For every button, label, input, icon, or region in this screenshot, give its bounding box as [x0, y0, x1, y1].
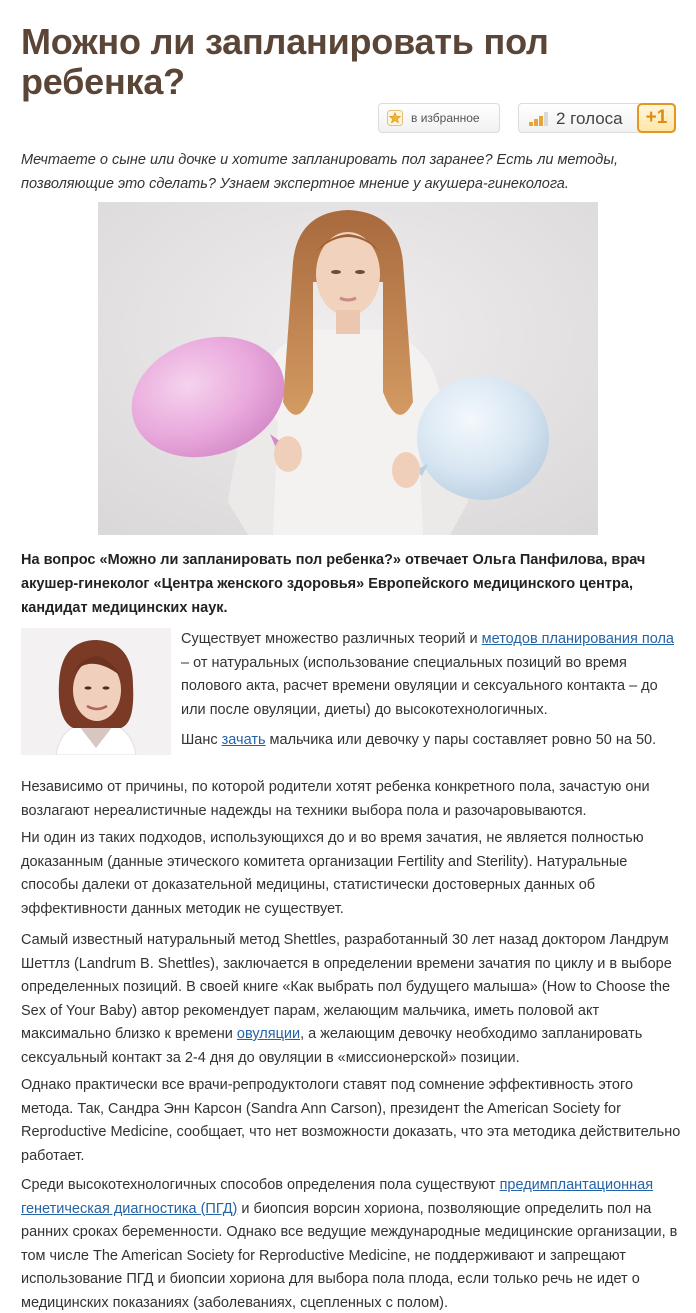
link-planning-methods[interactable]: методов планирования пола: [481, 631, 674, 647]
text-segment: Существует множество различных теорий и: [181, 631, 482, 647]
page-title: Можно ли запланировать пол ребенка?: [21, 21, 549, 102]
paragraph-methods: [181, 628, 681, 722]
expert-intro: На вопрос «Можно ли запланировать пол ребенка?» отвечает Ольга Панфилова, врач акушер-гинеколог «Центра женского здоровья» Европейского медицинского центра, кандидат медицинских наук.: [21, 552, 646, 616]
link-conceive[interactable]: зачать: [221, 732, 266, 748]
favorites-label: в избранное: [411, 111, 480, 125]
star-icon: [387, 110, 403, 126]
paragraph-chance: [181, 729, 681, 753]
text-segment: Среди высокотехнологичных способов определения пола существуют: [21, 1177, 500, 1193]
paragraph-chance-continued: Независимо от причины, по которой родители хотят ребенка конкретного пола, зачастую они возлагают нереалистичные надежды на техники выбора пола и разочаровываются.: [21, 779, 650, 819]
paragraph-approaches: Ни один из таких подходов, использующихся до и во время зачатия, не является полностью доказанным (данные этического комитета организации Fertility and Sterility). Натуральные способы далеки от доказательной медицины, статистически достоверных данных об эффективности данных методик не существует.: [21, 830, 644, 917]
rating-bars-icon: [529, 112, 549, 126]
text-segment: и биопсия ворсин хориона, позволяющие определить пол на ранних сроках беременности. Однако все ведущие международные медицинские организации, в том числе The American Society for Reproductive Medicine, не поддерживают и запрещают использование ПГД и биопсии хориона для выбора пола плода, если только речь не идет о медицинских показаниях (заболеваниях, сцепленных с полом).: [21, 1200, 678, 1311]
add-to-favorites-button[interactable]: [378, 103, 500, 133]
text-segment: – от натуральных (использование специальных позиций во время полового акта, расчет времени овуляции и сексуального контакта – до или после овуляции, диеты) до высокотехнологичных.: [181, 654, 658, 718]
hero-image: [98, 202, 598, 535]
link-ovulation[interactable]: овуляции: [236, 1026, 301, 1042]
paragraph-hightech: [21, 1174, 681, 1313]
paragraph-doubt: Однако практически все врачи-репродуктологи ставят под сомнение эффективность этого метода. Так, Сандра Энн Карсон (Sandra Ann Carson), президент the American Society for Reproductive Medicine, сообщает, что нет возможности доказать, что эта методика действительно работает.: [21, 1077, 681, 1164]
woman-with-balloons-illustration: [98, 202, 598, 535]
text-segment: , а желающим девочку необходимо запланировать сексуальный контакт за 2-4 дня до овуляции в «миссионерской» позиции.: [21, 1026, 643, 1066]
paragraph-shettles: [21, 929, 681, 1070]
link-pgd[interactable]: предимплантационная генетическая диагностика (ПГД): [21, 1177, 654, 1217]
doctor-photo: [21, 628, 171, 755]
text-segment: мальчика или девочку у пары составляет ровно 50 на 50.: [265, 732, 657, 748]
text-segment: Самый известный натуральный метод Shettles, разработанный 30 лет назад доктором Ландрум Шеттлз (Landrum B. Shettles), заключается в определении времени зачатия по циклу и в выборе определенных позиций. В своей книге «Как выбрать пол будущего малыша» (How to Choose the Sex of Your Baby) автор рекомендует парам, желающим мальчика, иметь половой акт максимально близко к времени: [21, 932, 672, 1042]
doctor-portrait: [21, 628, 171, 755]
vote-count: 2 голоса: [556, 109, 623, 128]
article-lead: Мечтаете о сыне или дочке и хотите запланировать пол заранее? Есть ли методы, позволяющие это сделать? Узнаем экспертное мнение у акушера-гинеколога.: [21, 152, 619, 192]
vote-plus-one-button[interactable]: +1: [637, 103, 676, 133]
text-segment: Шанс: [181, 732, 222, 748]
